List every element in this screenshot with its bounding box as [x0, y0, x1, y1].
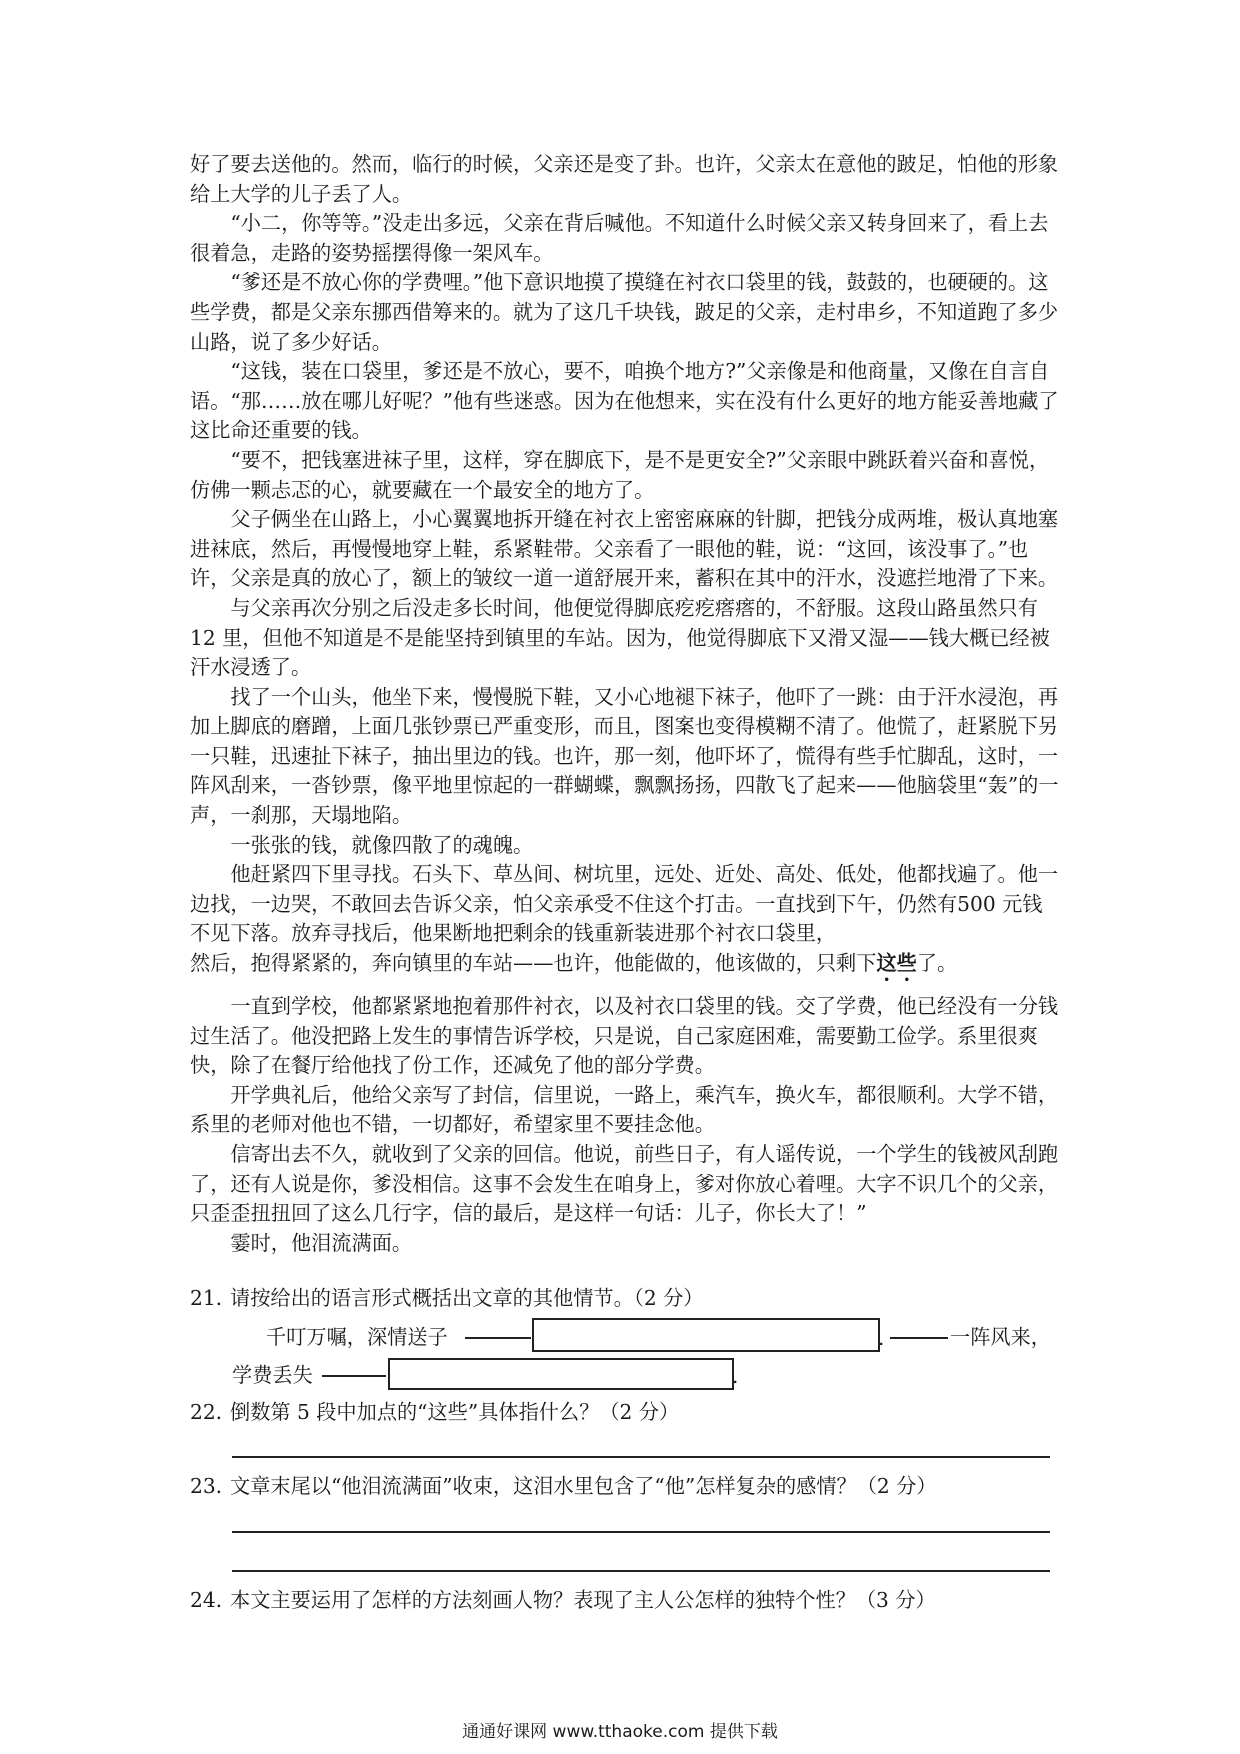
- q23-answer-line-2[interactable]: [232, 1570, 1050, 1572]
- q21-answer-box-2[interactable]: [388, 1358, 734, 1390]
- paragraph-14: 霎时，他泪流满面。: [230, 1230, 413, 1255]
- paragraph-4: “这钱，装在口袋里，爹还是不放心，要不，咱换个地方?”父亲像是和他商量，又像在自言自语。“那……放在哪儿好呢？”他有些迷惑。因为在他想来，实在没有什么更好的地方能妥善地藏了这比命还重要的钱。: [190, 359, 1059, 443]
- question-text: 请按给出的语言形式概括出文章的其他情节。（2 分）: [230, 1286, 704, 1310]
- question-number: 21．: [190, 1286, 236, 1310]
- paragraph-11: 一直到学校，他都紧紧地抱着那件衬衣，以及衬衣口袋里的钱。交了学费，他已经没有一分钱过生活了。他没把路上发生的事情告诉学校，只是说，自己家庭困难，需要勤工俭学。系里很爽快，除了在餐厅给他找了份工作，还减免了他的部分学费。: [190, 994, 1059, 1078]
- paragraph-3: “爹还是不放心你的学费哩。”他下意识地摸了摸缝在衬衣口袋里的钱，鼓鼓的，也硬硬的。这些学费，都是父亲东挪西借筹来的。就为了这几千块钱，跛足的父亲，走村串乡，不知道跑了多少山路，说了多少好话。: [190, 270, 1059, 354]
- dash-connector: [465, 1337, 531, 1339]
- q21-answer-box-1[interactable]: [532, 1318, 880, 1352]
- continuation-text: 然后，抱得紧紧的，奔向镇里的车站——也许，他能做的，他该做的，只剩下: [190, 951, 877, 976]
- question-number: 24．: [190, 1588, 236, 1612]
- q23-answer-line-1[interactable]: [232, 1531, 1050, 1533]
- paragraph-12: 开学典礼后，他给父亲写了封信，信里说，一路上，乘汽车，换火车，都很顺利。大学不错，系里的老师对他也不错，一切都好，希望家里不要挂念他。: [190, 1082, 1059, 1137]
- period-mark: .: [732, 1364, 739, 1388]
- paragraph-7: 与父亲再次分别之后没走多长时间，他便觉得脚底疙疙瘩瘩的，不舒服。这段山路虽然只有 12 里，但他不知道是不是能坚持到镇里的车站。因为，他觉得脚底下又滑又湿——钱大概已经被汗水浸透了。: [190, 595, 1050, 680]
- paragraph-10-continuation: [190, 949, 1062, 986]
- paragraph-9: 一张张的钱，就像四散了的魂魄。: [230, 832, 534, 857]
- reading-passage: [190, 150, 1062, 1258]
- q21-line1-prefix: 千叮万嘱，深情送子: [266, 1325, 448, 1349]
- question-number: 23．: [190, 1474, 236, 1498]
- paragraph-10: 他赶紧四下里寻找。石头下、草丛间、树坑里，远处、近处、高处、低处，他都找遍了。他一边找，一边哭，不敢回去告诉父亲，怕父亲承受不住这个打击。一直找到下午，仍然有500 元钱不见下落。放弃寻找后，他果断地把剩余的钱重新装进那个衬衣口袋里，: [190, 862, 1059, 946]
- question-number: 22．: [190, 1400, 236, 1424]
- question-text: 本文主要运用了怎样的方法刻画人物？表现了主人公怎样的独特个性？（3 分）: [230, 1588, 936, 1612]
- dash-connector: [322, 1375, 386, 1377]
- question-text: 文章末尾以“他泪流满面”收束，这泪水里包含了“他”怎样复杂的感情？（2 分）: [230, 1474, 937, 1498]
- questions-section: [190, 1283, 1062, 1313]
- q22-answer-line[interactable]: [232, 1456, 1050, 1458]
- paragraph-2: “小二，你等等。”没走出多远，父亲在背后喊他。不知道什么时候父亲又转身回来了，看上去很着急，走路的姿势摇摆得像一架风车。: [190, 211, 1049, 265]
- q21-line1-suffix: 一阵风来，: [950, 1325, 1051, 1349]
- page-footer: 通通好课网 www.tthaoke.com 提供下载: [462, 1722, 778, 1742]
- question-23: [190, 1471, 937, 1501]
- emphasized-zhexie: 这些: [876, 951, 917, 976]
- dash-connector: [890, 1337, 948, 1339]
- paragraph-5: “要不，把钱塞进袜子里，这样，穿在脚底下，是不是更安全?”父亲眼中跳跃着兴奋和喜悦，仿佛一颗忐忑的心，就要藏在一个最安全的地方了。: [190, 447, 1050, 502]
- question-text: 倒数第 5 段中加点的“这些”具体指什么？（2 分）: [230, 1400, 680, 1424]
- paragraph-1: 好了要去送他的。然而，临行的时候，父亲还是变了卦。也许，父亲太在意他的跛足，怕他的形象给上大学的儿子丢了人。: [190, 152, 1059, 206]
- question-22: [190, 1397, 679, 1427]
- q21-line2-prefix: 学费丢失: [232, 1363, 313, 1387]
- paragraph-13: 信寄出去不久，就收到了父亲的回信。他说，前些日子，有人谣传说，一个学生的钱被风刮跑了，还有人说是你，爹没相信。这事不会发生在咱身上，爹对你放心着哩。大字不识几个的父亲，只歪歪扭扭回了这么几行字，信的最后，是这样一句话：儿子，你长大了！”: [190, 1142, 1059, 1226]
- period-mark: .: [878, 1326, 885, 1350]
- question-21: [190, 1283, 1062, 1313]
- continuation-end: 了。: [916, 951, 958, 976]
- paragraph-6: 父子俩坐在山路上，小心翼翼地拆开缝在衬衣上密密麻麻的针脚，把钱分成两堆，极认真地塞进袜底，然后，再慢慢地穿上鞋，系紧鞋带。父亲看了一眼他的鞋，说：“这回，该没事了。”也许，父亲是真的放心了，额上的皱纹一道一道舒展开来，蓄积在其中的汗水，没遮拦地滑了下来。: [190, 507, 1059, 591]
- question-24: [190, 1585, 936, 1615]
- paragraph-8: 找了一个山头，他坐下来，慢慢脱下鞋，又小心地褪下袜子，他吓了一跳：由于汗水浸泡，再加上脚底的磨蹭，上面几张钞票已严重变形，而且，图案也变得模糊不清了。他慌了，赶紧脱下另一只鞋，迅速扯下袜子，抽出里边的钱。也许，那一刻，他吓坏了，慌得有些手忙脚乱，这时，一阵风刮来，一沓钞票，像平地里惊起的一群蝴蝶，飘飘扬扬，四散飞了起来——他脑袋里“轰”的一声，一刹那，天塌地陷。: [190, 684, 1059, 828]
